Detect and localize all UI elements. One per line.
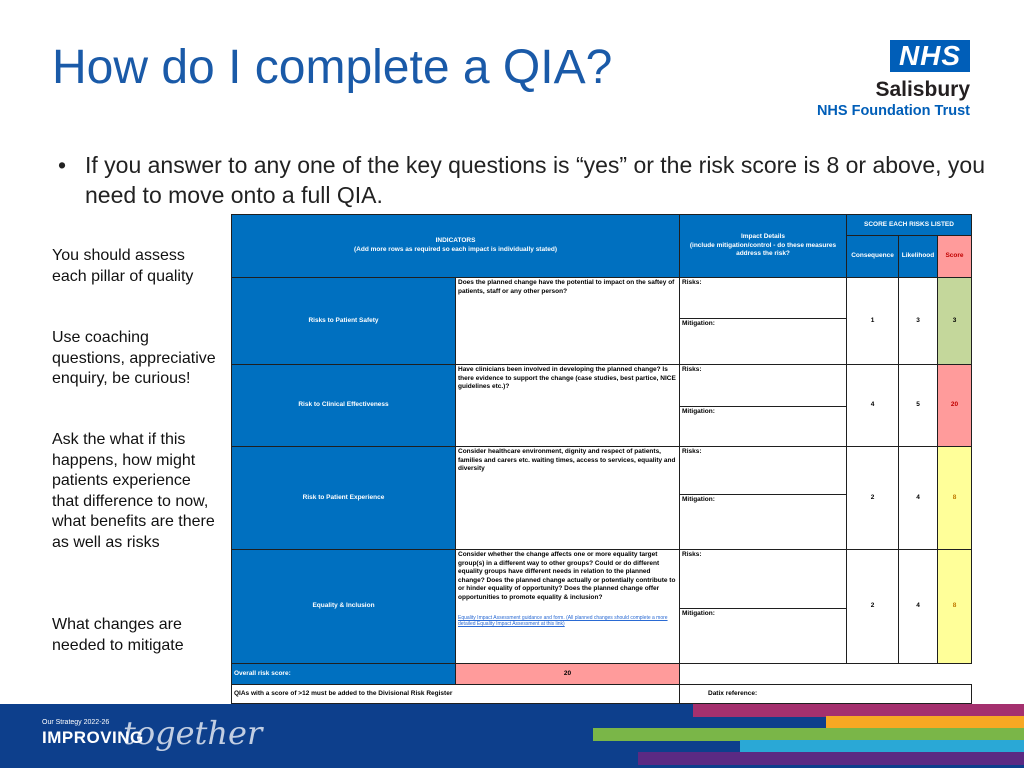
likelihood-header: Likelihood [899, 236, 938, 278]
row-question: Have clinicians been involved in developing the planned change? Is there evidence to support the change (case studies, best partice, NICE guidelines etc.)? [456, 365, 680, 447]
row-name-clinical-effectiveness: Risk to Clinical Effectiveness [232, 365, 456, 447]
row-name-patient-safety: Risks to Patient Safety [232, 278, 456, 365]
risks-cell[interactable]: Risks: [680, 278, 847, 319]
overall-label: Overall risk score: [232, 664, 456, 685]
equality-question: Consider whether the change affects one or more equality target group(s) in a different way to other groups? Could or do different equality groups have different needs in relation to the planned change? Does the planned change actually or potentially contribute to or hinder equality of opportunity? Does the planned change offer opportunities to promote equality & inclusion? [458, 551, 676, 601]
consequence-value[interactable]: 2 [847, 447, 899, 550]
score-value: 20 [938, 365, 972, 447]
table-row [232, 365, 972, 407]
bullet-dot: • [58, 152, 67, 178]
risks-cell[interactable]: Risks: [680, 447, 847, 495]
together-script: together [123, 714, 263, 752]
likelihood-value[interactable]: 5 [899, 365, 938, 447]
mitigation-cell[interactable]: Mitigation: [680, 407, 847, 447]
mitigation-cell[interactable]: Mitigation: [680, 495, 847, 550]
strategy-label: Our Strategy 2022-26 [42, 719, 110, 726]
row-name-equality-inclusion: Equality & Inclusion [232, 550, 456, 664]
page-title: How do I complete a QIA? [52, 41, 613, 94]
stripe-purple [638, 752, 1024, 765]
row-question: Does the planned change have the potential to impact on the saftey of patients, staff or any other person? [456, 278, 680, 365]
consequence-value[interactable]: 1 [847, 278, 899, 365]
risks-cell[interactable]: Risks: [680, 365, 847, 407]
footer-banner [0, 704, 1024, 768]
table-header-row [232, 215, 972, 236]
indicators-header [232, 215, 680, 278]
guidance-mitigate: What changes are needed to mitigate [52, 616, 184, 654]
consequence-value[interactable]: 2 [847, 550, 899, 664]
indicators-title: INDICATORS [435, 237, 476, 245]
qia-table [231, 214, 972, 704]
row-name-patient-experience: Risk to Patient Experience [232, 447, 456, 550]
mitigation-cell[interactable]: Mitigation: [680, 609, 847, 664]
mitigation-cell[interactable]: Mitigation: [680, 319, 847, 365]
indicators-note: (Add more rows as required so each impact is individually stated) [354, 246, 557, 253]
guidance-assess: You should assess each pillar of quality [52, 247, 194, 285]
guidance-coaching: Use coaching questions, appreciative enquiry, be curious! [52, 329, 216, 387]
trust-subtitle: NHS Foundation Trust [816, 103, 970, 119]
improving-label: IMPROVING [42, 728, 144, 747]
table-row [232, 550, 972, 609]
guidance-what-if: Ask the what if this happens, how might patients experience that difference to now, what benefits are there as well as risks [52, 431, 215, 551]
equality-assessment-link[interactable]: Equality Impact Assessment guidance and form. (All planned changes should complete a more detailed Equality Impact Assessment at this link) [458, 614, 668, 627]
register-row [232, 685, 972, 704]
nhs-lozenge: NHS [890, 40, 970, 72]
bullet-text: If you answer to any one of the key questions is “yes” or the risk score is 8 or above, you need to move onto a full QIA. [85, 152, 985, 208]
impact-note: (include mitigation/control - do these measures address the risk? [689, 241, 837, 258]
nhs-logo [812, 40, 972, 120]
trust-name: Salisbury [875, 78, 970, 101]
risks-cell[interactable]: Risks: [680, 550, 847, 609]
likelihood-value[interactable]: 4 [899, 550, 938, 664]
overall-score: 20 [456, 664, 680, 685]
row-question [456, 550, 680, 664]
score-value: 3 [938, 278, 972, 365]
datix-reference[interactable]: Datix reference: [680, 685, 972, 704]
likelihood-value[interactable]: 4 [899, 447, 938, 550]
score-header: Score [938, 236, 972, 278]
likelihood-value[interactable]: 3 [899, 278, 938, 365]
consequence-value[interactable]: 4 [847, 365, 899, 447]
impact-title: Impact Details [740, 233, 786, 241]
row-question: Consider healthcare environment, dignity and respect of patients, families and carers etc. waiting times, access to services, equality and diversity [456, 447, 680, 550]
score-value: 8 [938, 447, 972, 550]
table-row [232, 278, 972, 319]
overall-spacer [680, 664, 972, 685]
consequence-header: Consequence [847, 236, 899, 278]
score-each-header: SCORE EACH RISKS LISTED [847, 215, 972, 236]
table-row [232, 447, 972, 495]
score-value: 8 [938, 550, 972, 664]
impact-header [680, 215, 847, 278]
overall-row [232, 664, 972, 685]
register-note: QIAs with a score of >12 must be added to the Divisional Risk Register [232, 685, 680, 704]
